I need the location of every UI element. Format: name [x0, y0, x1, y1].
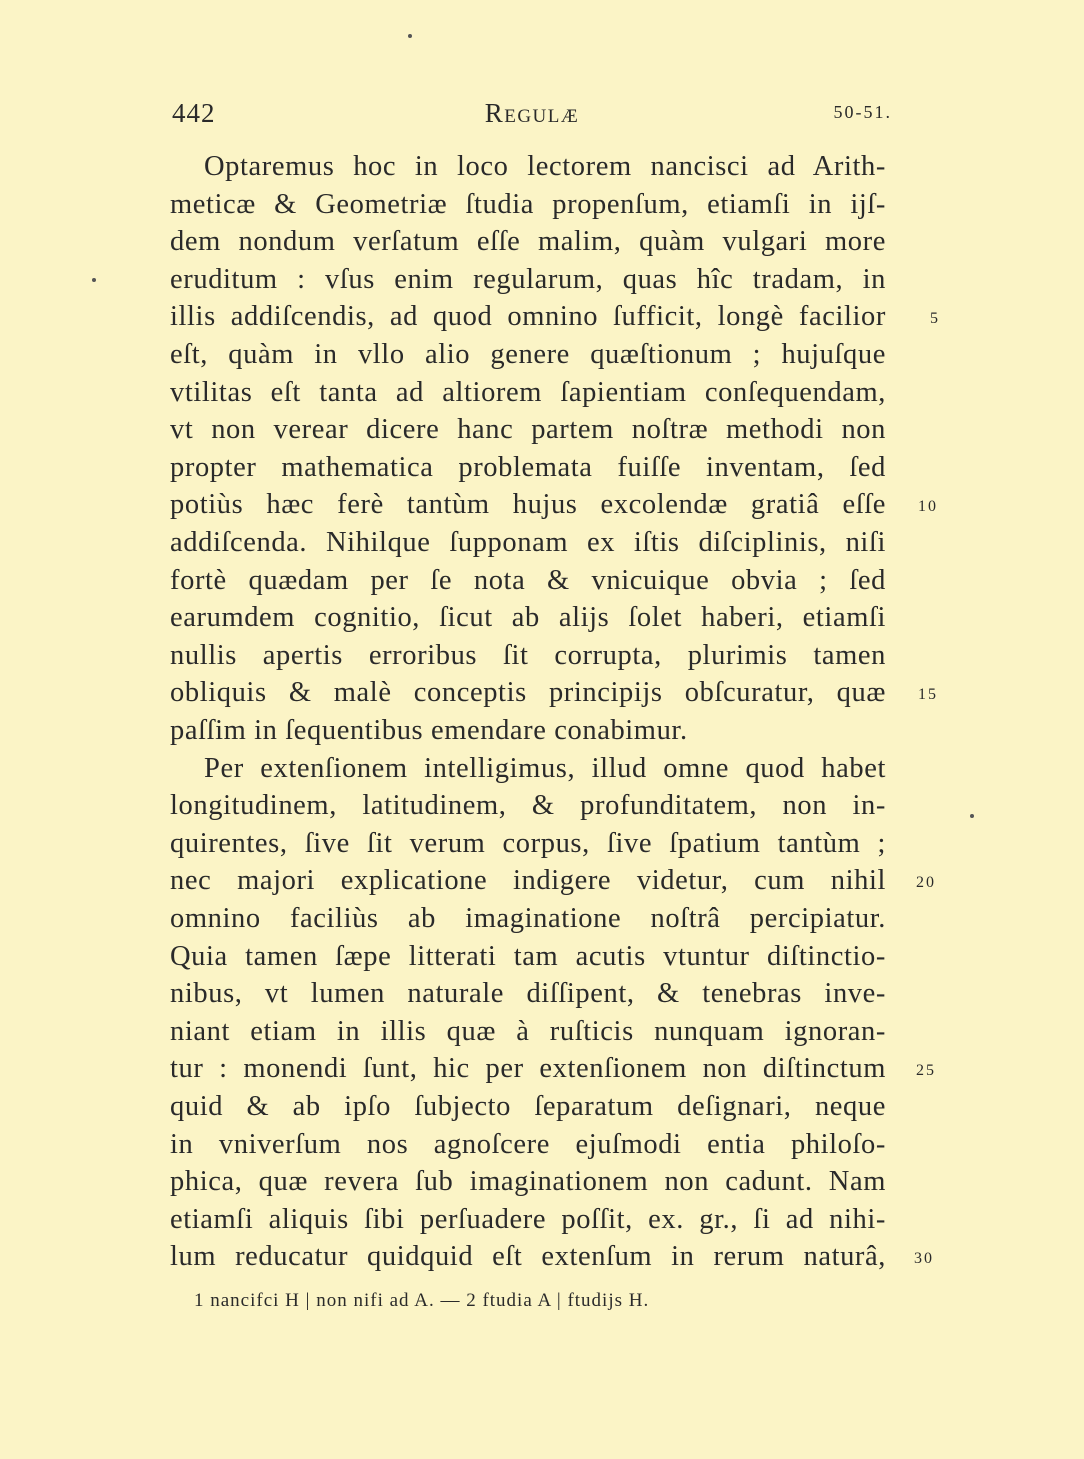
text-line: potiùs hæc ferè tantùm hujus excolendæ gratiâ eſſe: [170, 489, 886, 520]
text-line: nullis apertis erroribus ſit corrupta, plurimis tamen: [170, 640, 886, 671]
text-line: paſſim in ſequentibus emendare conabimur.: [170, 715, 688, 746]
text-line: meticæ & Geometriæ ſtudia propenſum, etiamſi in ijſ-: [170, 189, 886, 220]
text-line: phica, quæ revera ſub imaginationem non cadunt. Nam: [170, 1166, 886, 1197]
running-title: Regulæ: [484, 98, 580, 128]
text-line: Optaremus hoc in loco lectorem nancisci ad Arith-: [204, 151, 886, 182]
text-line: tur : monendi ſunt, hic per extenſionem non diſtinctum: [170, 1053, 886, 1084]
running-head: [172, 98, 892, 138]
line-number: 10: [918, 498, 938, 515]
footnote: 1 nancifci H | non nifi ad A. — 2 ftudia A | ftudijs H.: [194, 1290, 650, 1311]
text-line: addiſcenda. Nihilque ſupponam ex iſtis diſciplinis, niſi: [170, 527, 886, 558]
text-line: obliquis & malè conceptis principijs obſcuratur, quæ: [170, 677, 886, 708]
text-line: dem nondum verſatum eſſe malim, quàm vulgari more: [170, 226, 886, 257]
text-line: vt non verear dicere hanc partem noſtræ methodi non: [170, 414, 886, 445]
text-line: Quia tamen ſæpe litterati tam acutis vtuntur diſtinctio-: [170, 941, 886, 972]
text-line: Per extenſionem intelligimus, illud omne quod habet: [204, 753, 886, 784]
text-line: quirentes, ſive ſit verum corpus, ſive ſpatium tantùm ;: [170, 828, 886, 859]
text-line: quid & ab ipſo ſubjecto ſeparatum deſignari, neque: [170, 1091, 886, 1122]
line-number: 15: [918, 686, 938, 703]
paper-speck: [408, 34, 412, 38]
text-line: earumdem cognitio, ſicut ab alijs ſolet haberi, etiamſi: [170, 602, 886, 633]
text-line: longitudinem, latitudinem, & profunditatem, non in-: [170, 790, 886, 821]
text-line: eruditum : vſus enim regularum, quas hîc tradam, in: [170, 264, 886, 295]
text-line: etiamſi aliquis ſibi perſuadere poſſit, ex. gr., ſi ad nihi-: [170, 1204, 886, 1235]
paper-speck: [970, 814, 974, 818]
text-line: omnino faciliùs ab imaginatione noſtrâ percipiatur.: [170, 903, 886, 934]
line-number: 5: [930, 310, 940, 327]
text-line: nec majori explicatione indigere videtur, cum nihil: [170, 865, 886, 896]
text-line: fortè quædam per ſe nota & vnicuique obvia ; ſed: [170, 565, 886, 596]
text-line: propter mathematica problemata fuiſſe inventam, ſed: [170, 452, 886, 483]
text-line: vtilitas eſt tanta ad altiorem ſapientiam conſequendam,: [170, 377, 886, 408]
text-line: niant etiam in illis quæ à ruſticis nunquam ignoran-: [170, 1016, 886, 1047]
line-number: 30: [914, 1250, 934, 1267]
text-line: illis addiſcendis, ad quod omnino ſufficit, longè facilior: [170, 301, 886, 332]
page-range: 50-51.: [833, 102, 892, 122]
text-line: lum reducatur quidquid eſt extenſum in rerum naturâ,: [170, 1241, 886, 1272]
text-line: nibus, vt lumen naturale diſſipent, & tenebras inve-: [170, 978, 886, 1009]
paper-speck: [92, 278, 96, 282]
page-number: 442: [172, 98, 216, 128]
line-number: 20: [916, 874, 936, 891]
line-number: 25: [916, 1062, 936, 1079]
text-line: eſt, quàm in vllo alio genere quæſtionum ; hujuſque: [170, 339, 886, 370]
text-line: in vniverſum nos agnoſcere ejuſmodi entia philoſo-: [170, 1129, 886, 1160]
